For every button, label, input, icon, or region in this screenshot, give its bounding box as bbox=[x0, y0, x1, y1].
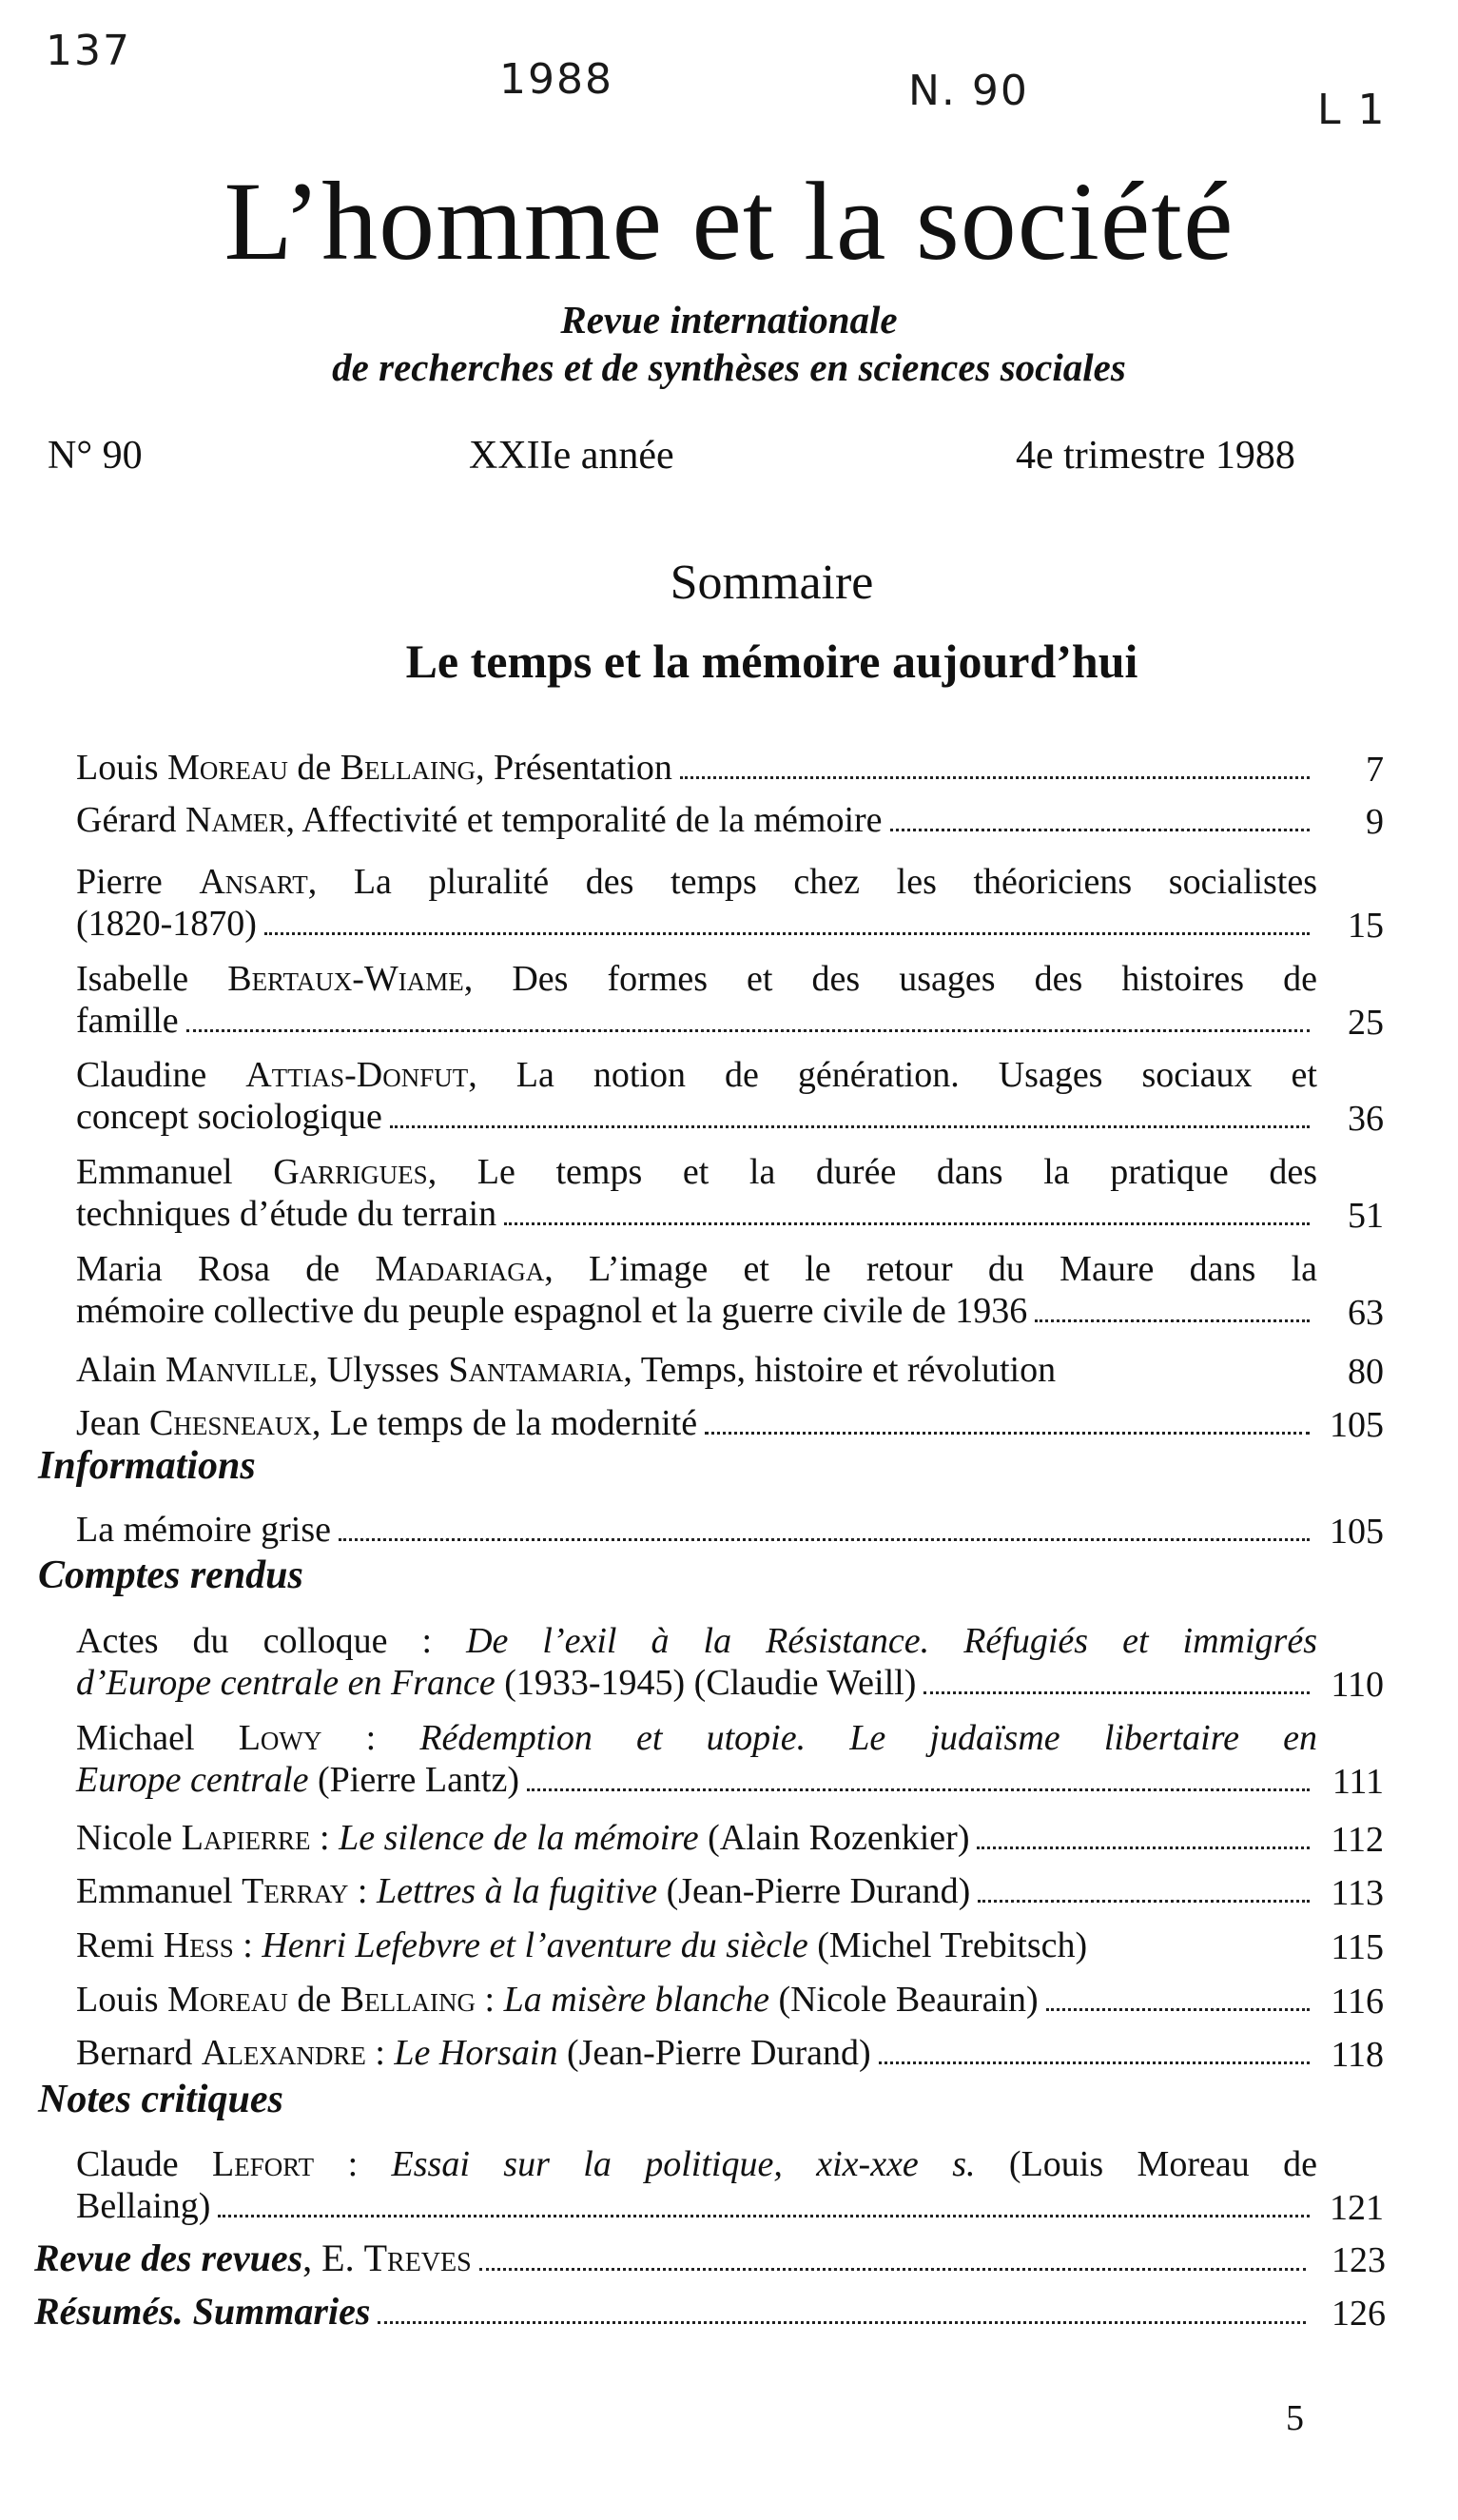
toc-entry: Jean Chesneaux, Le temps de la modernité 105 bbox=[76, 1403, 1384, 1445]
toc-entry: Louis Moreau de Bellaing : La misère blanche (Nicole Beaurain) 116 bbox=[76, 1980, 1384, 2022]
page-number: 80 bbox=[1348, 1352, 1384, 1392]
toc-entry: Remi Hess : Henri Lefebvre et l’aventure du siècle (Michel Trebitsch) 115 bbox=[76, 1925, 1384, 1967]
toc-entry: Alain Manville, Ulysses Santamaria, Temps, histoire et révolution 80 bbox=[76, 1350, 1384, 1392]
issue-year-label: XXIIe année bbox=[469, 434, 674, 478]
page-number: 51 bbox=[1348, 1196, 1384, 1236]
handwritten-shelf: L 1 bbox=[1317, 86, 1387, 134]
folio-page-number: 5 bbox=[1286, 2398, 1304, 2438]
page-number: 110 bbox=[1331, 1665, 1384, 1705]
toc-entry: Nicole Lapierre : Le silence de la mémoire (Alain Rozenkier) 112 bbox=[76, 1818, 1384, 1860]
toc-entry: Michael Lowy : Rédemption et utopie. Le judaïsme libertaire en Europe centrale (Pierre Lantz) 111 bbox=[76, 1718, 1384, 1802]
page-number: 118 bbox=[1331, 2035, 1384, 2075]
page-number: 25 bbox=[1348, 1003, 1384, 1043]
toc-entry: La mémoire grise 105 bbox=[76, 1510, 1384, 1552]
sommaire-theme: Le temps et la mémoire aujourd’hui bbox=[405, 635, 1138, 688]
section-resumes: Résumés. Summaries bbox=[34, 2290, 371, 2333]
handwritten-number: 137 bbox=[46, 27, 131, 75]
issue-quarter: 4e trimestre 1988 bbox=[1016, 434, 1295, 478]
toc-entry: Claude Lefort : Essai sur la politique, xix-xxe s. (Louis Moreau de Bellaing) 121 bbox=[76, 2144, 1384, 2228]
page-number: 15 bbox=[1348, 906, 1384, 946]
page-number: 113 bbox=[1331, 1873, 1384, 1913]
toc-entry: Maria Rosa de Madariaga, L’image et le retour du Maure dans la mémoire collective du peuple espagnol et la guerre civile de 1936 63 bbox=[76, 1249, 1384, 1333]
page-number: 7 bbox=[1366, 750, 1384, 790]
handwritten-issue: N. 90 bbox=[908, 67, 1029, 115]
toc-entry-revue-des-revues: Revue des revues, E. Treves 123 bbox=[34, 2237, 1386, 2280]
page-number: 123 bbox=[1332, 2240, 1386, 2280]
journal-title: L’homme et la société bbox=[224, 159, 1234, 283]
subtitle-line-2: de recherches et de synthèses en sciences sociales bbox=[332, 345, 1126, 389]
page-number: 116 bbox=[1331, 1982, 1384, 2022]
toc-entry: Emmanuel Terray : Lettres à la fugitive (Jean-Pierre Durand) 113 bbox=[76, 1871, 1384, 1913]
page-number: 111 bbox=[1332, 1762, 1384, 1802]
section-revue-des-revues: Revue des revues bbox=[34, 2237, 303, 2279]
toc-entry: Actes du colloque : De l’exil à la Résistance. Réfugiés et immigrés d’Europe centrale en France (1933-1945) (Claudie Weill) 110 bbox=[76, 1621, 1384, 1705]
toc-entry-resumes bbox=[34, 2290, 1386, 2334]
page-number: 105 bbox=[1330, 1405, 1384, 1445]
toc-entry: Pierre Ansart, La pluralité des temps chez les théoriciens socialistes (1820-1870) 15 bbox=[76, 862, 1384, 946]
page-number: 36 bbox=[1348, 1099, 1384, 1139]
page-number: 63 bbox=[1348, 1293, 1384, 1333]
page-number: 126 bbox=[1332, 2294, 1386, 2334]
subtitle-line-1: Revue internationale bbox=[560, 298, 898, 342]
page-number: 121 bbox=[1330, 2188, 1384, 2228]
issue-number: N° 90 bbox=[48, 434, 143, 478]
toc-entry: Gérard Namer, Affectivité et temporalité de la mémoire 9 bbox=[76, 800, 1384, 842]
page-number: 9 bbox=[1366, 802, 1384, 842]
toc-entry: Isabelle Bertaux-Wiame, Des formes et des usages des histoires de famille 25 bbox=[76, 959, 1384, 1043]
section-comptes-rendus: Comptes rendus bbox=[38, 1553, 303, 1597]
section-informations: Informations bbox=[38, 1444, 256, 1488]
section-notes-critiques: Notes critiques bbox=[38, 2078, 283, 2121]
page-number: 115 bbox=[1331, 1927, 1384, 1967]
toc-entry: Claudine Attias-Donfut, La notion de génération. Usages sociaux et concept sociologique 36 bbox=[76, 1055, 1384, 1139]
page-number: 112 bbox=[1331, 1820, 1384, 1860]
handwritten-year: 1988 bbox=[499, 55, 613, 104]
sommaire-heading: Sommaire bbox=[670, 556, 874, 610]
page-number: 105 bbox=[1330, 1512, 1384, 1552]
toc-entry: Emmanuel Garrigues, Le temps et la durée dans la pratique des techniques d’étude du terrain 51 bbox=[76, 1152, 1384, 1236]
toc-entry: Bernard Alexandre : Le Horsain (Jean-Pierre Durand) 118 bbox=[76, 2033, 1384, 2075]
toc-entry: Louis Moreau de Bellaing, Présentation 7 bbox=[76, 748, 1384, 790]
